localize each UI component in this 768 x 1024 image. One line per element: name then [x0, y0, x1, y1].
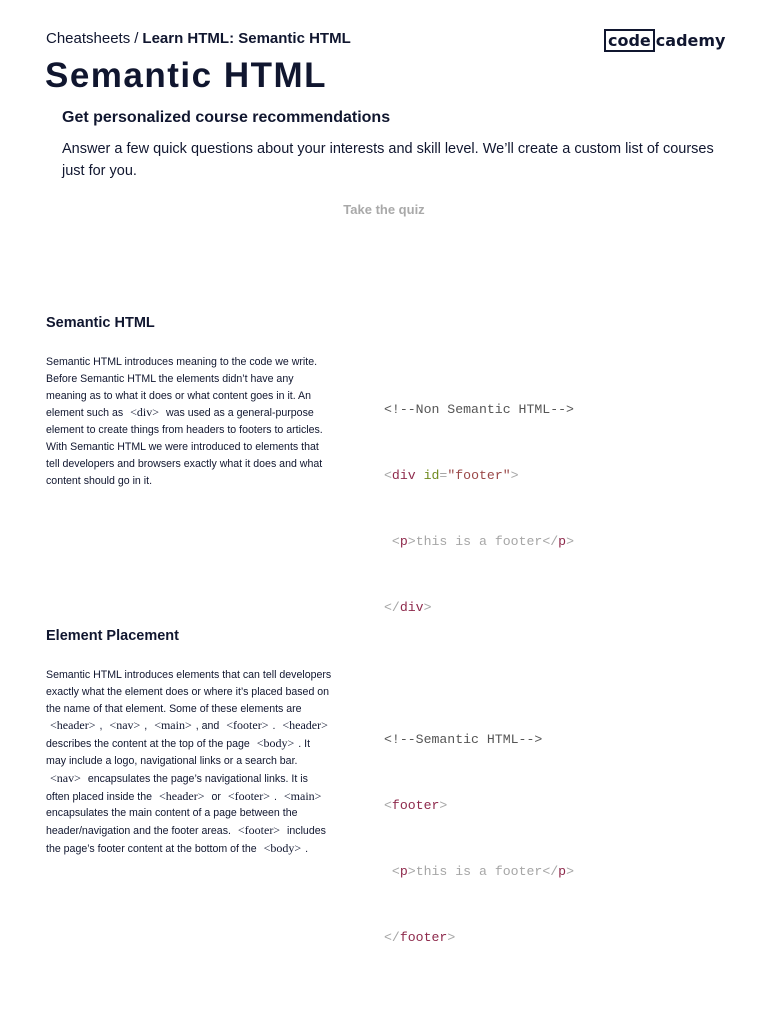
codecademy-logo[interactable]: [604, 29, 725, 52]
code-line: <div id="footer">: [384, 468, 519, 483]
logo-boxed-text: code: [604, 29, 655, 52]
section-semantic-html-text: Semantic HTML introduces meaning to the code we write. Before Semantic HTML the elements didn’t have any meaning as to what it does or what content goes in it. An element such as <div> was used as a general-purpose element to create things from headers to footers to articles. With Semantic HTML we were introduced to elements that tell developers and browsers exactly what it does and what content should go in it.: [46, 356, 323, 487]
breadcrumb-cheatsheets-link[interactable]: Cheatsheets: [46, 30, 131, 47]
code-line: <!--Semantic HTML-->: [384, 732, 543, 747]
code-line: [384, 663, 574, 685]
breadcrumb-current: Learn HTML: Semantic HTML: [142, 30, 351, 47]
code-line: <p>this is a footer</p>: [391, 864, 574, 879]
promo-heading: Get personalized course recommendations: [62, 109, 391, 126]
section-title-semantic-html: Semantic HTML: [46, 315, 155, 331]
page-title: Semantic HTML: [45, 56, 328, 95]
breadcrumb: [46, 30, 351, 48]
take-quiz-button[interactable]: Take the quiz: [343, 202, 425, 217]
code-line: </div>: [384, 600, 432, 615]
promo-text: Answer a few quick questions about your interests and skill level. We’ll create a custom list of courses just for you.: [62, 141, 714, 179]
code-example: [384, 355, 574, 971]
code-line: <footer>: [384, 798, 448, 813]
logo-rest-text: cademy: [655, 31, 726, 50]
section-title-element-placement: Element Placement: [46, 628, 179, 644]
code-line: </footer>: [384, 930, 456, 945]
breadcrumb-separator: /: [134, 30, 139, 47]
code-line: <!--Non Semantic HTML-->: [384, 402, 574, 417]
section-element-placement-text: Semantic HTML introduces elements that can tell developers exactly what the element does or where it’s placed based on the name of that element. Some of these elements are <header> , <nav> , <main> , and <footer> . <header> describes the content at the top of the page <body> . It may include a logo, navigational links or a search bar. <nav> encapsulates the page’s navigational links. It is often placed inside the <header> or <footer> . <main> encapsulates the main content of a page between the header/navigation and the footer areas. <footer> includes the page’s footer content at the bottom of the <body> .: [46, 669, 332, 855]
code-line: <p>this is a footer</p>: [391, 534, 574, 549]
